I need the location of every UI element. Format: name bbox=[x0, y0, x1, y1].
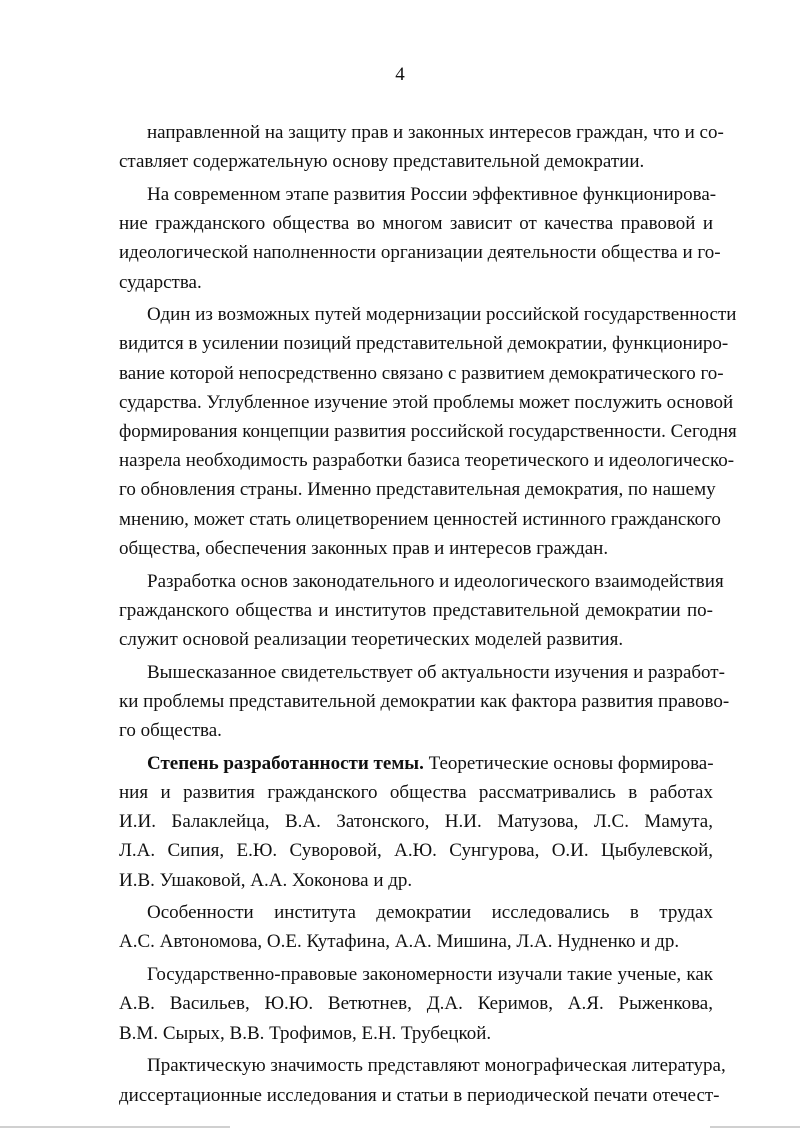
paragraph-line bbox=[119, 749, 713, 778]
paragraph-line: служит основой реализации теоретических моделей развития. bbox=[119, 628, 624, 650]
paragraph-line: Один из возможных путей модернизации российской государственности bbox=[147, 304, 737, 326]
paragraph-line: Разработка основ законодательного и идеологического взаимодействия bbox=[147, 570, 724, 592]
paragraph bbox=[119, 658, 730, 746]
paragraph bbox=[119, 180, 721, 297]
paragraph bbox=[119, 898, 713, 956]
paragraph-line: го общества. bbox=[119, 720, 222, 742]
paragraph-line: идеологической наполненности организации деятельности общества и го- bbox=[119, 242, 721, 264]
paragraph-line: ки проблемы представительной демократии как фактора развития правово- bbox=[119, 690, 730, 712]
paragraph-line: назрела необходимость разработки базиса теоретического и идеологическо- bbox=[119, 450, 735, 472]
paragraph bbox=[119, 567, 724, 655]
paragraph-line: Практическую значимость представляют монографическая литература, bbox=[147, 1055, 726, 1077]
paragraph-line: Л.А. Сипия, Е.Ю. Суворовой, А.Ю. Сунгурова, О.И. Цыбулевской, bbox=[119, 840, 713, 862]
paragraph-line: вание которой непосредственно связано с развитием демократического го- bbox=[119, 362, 724, 384]
paragraph-line: общества, обеспечения законных прав и интересов граждан. bbox=[119, 537, 609, 559]
paragraph-line: И.В. Ушаковой, А.А. Хоконова и др. bbox=[119, 869, 413, 891]
paragraph-line: сударства. Углубленное изучение этой проблемы может послужить основой bbox=[119, 391, 734, 413]
paragraph-line: А.С. Автономова, О.Е. Кутафина, А.А. Мишина, Л.А. Нудненко и др. bbox=[119, 931, 680, 953]
paragraph-line: ния и развития гражданского общества рассматривались в работах bbox=[119, 781, 713, 803]
paragraph-line: Вышесказанное свидетельствует об актуальности изучения и разработ- bbox=[147, 661, 725, 683]
paragraph-line: видится в усилении позиций представительной демократии, функциониро- bbox=[119, 333, 729, 355]
paragraph-line: Особенности института демократии исследовались в трудах bbox=[147, 902, 713, 924]
page-number: 4 bbox=[395, 64, 405, 85]
paragraph-line: го обновления страны. Именно представительная демократия, по нашему bbox=[119, 479, 716, 501]
scan-edge-right bbox=[710, 1126, 800, 1128]
paragraph-line: ставляет содержательную основу представительной демократии. bbox=[119, 151, 645, 173]
paragraph-line: диссертационные исследования и статьи в периодической печати отечест- bbox=[119, 1084, 720, 1106]
paragraph bbox=[119, 1051, 726, 1109]
paragraph-line: гражданского общества и институтов представительной демократии по- bbox=[119, 599, 713, 621]
paragraph bbox=[119, 749, 713, 895]
paragraph-line: сударства. bbox=[119, 271, 202, 293]
section-heading: Степень разработанности темы. bbox=[147, 752, 424, 774]
paragraph-line: Государственно-правовые закономерности изучали такие ученые, как bbox=[147, 964, 713, 986]
paragraph-line: В.М. Сырых, В.В. Трофимов, Е.Н. Трубецкой. bbox=[119, 1022, 492, 1044]
paragraph-line: мнению, может стать олицетворением ценностей истинного гражданского bbox=[119, 508, 721, 530]
paragraph-line: формирования концепции развития российской государственности. Сегодня bbox=[119, 421, 737, 443]
line-text: Теоретические основы формирова- bbox=[423, 752, 714, 774]
body-text bbox=[119, 118, 737, 1110]
paragraph-line: На современном этапе развития России эффективное функционирова- bbox=[147, 183, 717, 205]
paragraph bbox=[119, 300, 737, 563]
paragraph bbox=[119, 960, 713, 1048]
paragraph-line: ние гражданского общества во многом зависит от качества правовой и bbox=[119, 213, 713, 235]
paragraph-line: И.И. Балаклейца, В.А. Затонского, Н.И. Матузова, Л.С. Мамута, bbox=[119, 811, 713, 833]
paragraph-line: направленной на защиту прав и законных интересов граждан, что и со- bbox=[147, 122, 724, 143]
paragraph-line: А.В. Васильев, Ю.Ю. Ветютнев, Д.А. Керимов, А.Я. Рыженкова, bbox=[119, 993, 713, 1015]
scan-edge-left bbox=[0, 1126, 230, 1128]
paragraph bbox=[119, 118, 724, 176]
